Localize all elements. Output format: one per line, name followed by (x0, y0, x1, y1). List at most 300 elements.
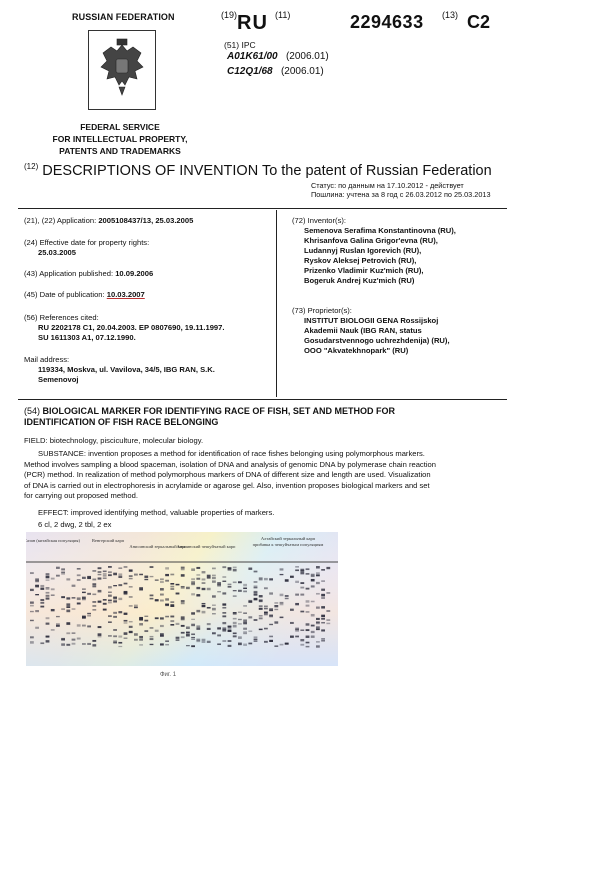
gel-band (181, 603, 185, 605)
gel-band (233, 595, 237, 596)
gel-band (46, 579, 50, 580)
gel-band (129, 569, 133, 571)
application-field (24, 216, 274, 226)
gel-band (72, 608, 76, 610)
gel-band (103, 571, 107, 573)
gel-band (306, 646, 310, 648)
gel-band (181, 616, 185, 618)
gel-band (238, 636, 242, 639)
gel-band (77, 638, 81, 640)
gel-band (139, 644, 143, 645)
gel-band (321, 640, 325, 641)
gel-band (326, 623, 330, 624)
gel-band (306, 636, 310, 638)
gel-band (87, 625, 91, 627)
gel-band (46, 623, 50, 625)
gel-band (254, 619, 258, 621)
gel-band (92, 609, 96, 610)
gel-band (196, 595, 200, 596)
gel-band (170, 604, 174, 607)
gel-band (160, 594, 164, 596)
gel-band (238, 643, 242, 646)
gel-band (150, 627, 154, 629)
gel-band (274, 605, 278, 606)
inventor-name: Prizenko Vladimir Kuz'mich (RU), (304, 266, 424, 275)
gel-band (191, 578, 195, 580)
gel-band (295, 566, 299, 567)
gel-band (108, 601, 112, 603)
gel-band (129, 621, 133, 622)
gel-band (202, 611, 206, 614)
gel-band (264, 578, 268, 580)
column-divider (276, 210, 277, 397)
gel-band (196, 625, 200, 627)
gel-band (228, 569, 232, 571)
gel-band (46, 595, 50, 597)
gel-band (144, 616, 148, 617)
mail-address-line: 119334, Moskva, ul. Vavilova, 34/5, IBG RAN, S.K. (38, 365, 215, 374)
gel-band (207, 588, 211, 590)
gel-band (280, 574, 284, 575)
gel-band (202, 578, 206, 580)
gel-band (160, 581, 164, 583)
gel-band (129, 596, 133, 597)
inventors-label: (72) Inventor(s): (292, 216, 347, 225)
gel-band (165, 644, 169, 645)
gel-band (207, 628, 211, 630)
gel-band (269, 578, 273, 580)
gel-band (165, 604, 169, 606)
gel-band (238, 590, 242, 592)
gel-band (243, 612, 247, 613)
gel-band (202, 603, 206, 604)
proprietor-line: OOO "Akvatekhnopark" (RU) (304, 346, 409, 355)
gel-band (228, 645, 232, 647)
gel-band (280, 602, 284, 604)
gel-band (233, 632, 237, 634)
gel-band (181, 568, 185, 570)
effective-date-label: (24) Effective date for property rights: (24, 238, 150, 247)
gel-band (280, 644, 284, 646)
gel-band (87, 577, 91, 579)
gel-band (139, 587, 143, 588)
status-line: Статус: по данным на 17.10.2012 - действует (311, 181, 464, 190)
gel-band (243, 605, 247, 607)
ipc-entry (227, 66, 324, 77)
gel-band (160, 635, 164, 637)
gel-band (103, 609, 107, 611)
gel-band (87, 643, 91, 645)
gel-band (254, 639, 258, 641)
gel-band (118, 573, 122, 575)
gel-band (170, 616, 174, 617)
gel-band (316, 606, 320, 608)
gel-band (66, 632, 70, 634)
gel-band (181, 625, 185, 627)
gel-band (144, 630, 148, 632)
gel-band (134, 633, 138, 636)
gel-band (326, 592, 330, 594)
gel-band (217, 643, 221, 645)
references-field (24, 313, 274, 343)
document-title-text: DESCRIPTIONS OF INVENTION To the patent of Russian Federation (42, 162, 492, 179)
gel-band (191, 645, 195, 647)
agency-line: FEDERAL SERVICE (80, 122, 160, 132)
gel-band (248, 568, 252, 570)
gel-band (124, 593, 128, 595)
gel-band (108, 586, 112, 588)
gel-band (134, 605, 138, 606)
gel-band (108, 566, 112, 568)
gel-band (103, 573, 107, 575)
gel-band (202, 582, 206, 583)
gel-band (285, 643, 289, 645)
gel-band (207, 575, 211, 577)
gel-band (46, 576, 50, 578)
gel-band (248, 631, 252, 632)
gel-band (144, 579, 148, 580)
gel-band (259, 599, 263, 600)
gel-band (274, 609, 278, 610)
gel-band (222, 603, 226, 605)
gel-band (274, 646, 278, 647)
gel-band (56, 623, 60, 625)
gel-lane-label: Анисинский зеркальный карп (129, 544, 187, 549)
gel-band (144, 576, 148, 578)
proprietor-line: Gosudarstvennogo uchrezhdenija) (RU), (304, 336, 450, 345)
gel-band (316, 641, 320, 642)
gel-band (155, 630, 159, 632)
gel-band (66, 606, 70, 608)
gel-band (222, 592, 226, 594)
gel-lane-label: Сазан (китайская популяция) (26, 538, 80, 543)
gel-band (124, 583, 128, 585)
gel-lane-label: Венгерский карп (91, 538, 125, 543)
gel-band (259, 615, 263, 616)
inventors-field (292, 216, 507, 286)
gel-band (92, 570, 96, 572)
gel-band (103, 603, 107, 605)
gel-band (129, 631, 133, 633)
gel-band (82, 597, 86, 600)
gel-band (212, 577, 216, 579)
gel-band (129, 578, 133, 579)
gel-band (217, 591, 221, 592)
substance-paragraph (24, 449, 500, 502)
gel-band (233, 582, 237, 584)
gel-lane-label: Алтайский зеркальный карп (260, 536, 316, 541)
gel-band (212, 575, 216, 576)
gel-band (212, 595, 216, 597)
gel-band (233, 622, 237, 624)
inid-code-13: (13) (442, 10, 459, 20)
gel-band (165, 641, 169, 642)
gel-band (259, 577, 263, 578)
gel-band (40, 602, 44, 604)
gel-band (316, 574, 320, 576)
gel-band (40, 588, 44, 590)
gel-band (316, 622, 320, 624)
gel-band (311, 635, 315, 637)
gel-band (233, 567, 237, 568)
gel-band (35, 594, 39, 595)
gel-band (285, 595, 289, 597)
ipc-code: A01K61/00 (227, 51, 278, 62)
gel-band (321, 638, 325, 639)
gel-band (212, 568, 216, 570)
gel-band (30, 605, 34, 606)
gel-band (77, 579, 81, 581)
gel-band (264, 587, 268, 589)
gel-band (186, 634, 190, 636)
gel-band (217, 634, 221, 636)
gel-band (306, 623, 310, 625)
gel-band (87, 593, 91, 595)
gel-band (92, 585, 96, 587)
inventor-name: Semenova Serafima Konstantinovna (RU), (304, 226, 456, 235)
gel-band (155, 617, 159, 619)
gel-band (103, 575, 107, 577)
gel-band (56, 616, 60, 617)
gel-band (66, 624, 70, 625)
gel-band (51, 629, 55, 630)
gel-band (82, 588, 86, 590)
gel-band (212, 613, 216, 614)
field-paragraph: FIELD: biotechnology, pisciculture, molecular biology. (24, 436, 204, 445)
references-line: SU 1611303 A1, 07.12.1990. (38, 333, 136, 342)
gel-band (170, 601, 174, 602)
gel-band (222, 576, 226, 577)
gel-band (124, 566, 128, 568)
gel-band (46, 592, 50, 594)
gel-band (113, 616, 117, 618)
gel-band (264, 628, 268, 630)
proprietor-line: Akademii Nauk (IBG RAN, status (304, 326, 422, 335)
gel-band (46, 617, 50, 619)
gel-band (51, 594, 55, 596)
mail-address-line: Semenovoj (38, 375, 79, 384)
kind-code: C2 (467, 12, 491, 32)
ipc-version: (2006.01) (280, 66, 324, 77)
gel-band (191, 639, 195, 640)
gel-band (124, 620, 128, 622)
gel-band (30, 589, 34, 591)
published-value: 10.09.2006 (115, 269, 154, 278)
gel-band (61, 568, 65, 570)
gel-band (139, 574, 143, 575)
invention-title-line: IDENTIFICATION OF FISH RACE BELONGING (24, 417, 219, 427)
gel-band (113, 573, 117, 576)
inventor-name: Ludannyj Ruslan Igorevich (RU), (304, 246, 422, 255)
gel-band (92, 605, 96, 607)
gel-lane-label: Анисинский чешуйчатый карп (176, 544, 236, 549)
gel-band (176, 639, 180, 641)
gel-band (207, 641, 211, 643)
gel-band (290, 636, 294, 638)
gel-band (82, 643, 86, 645)
gel-band (124, 591, 128, 593)
effective-date-value: 25.03.2005 (38, 248, 77, 257)
country-name: RUSSIAN FEDERATION (72, 12, 175, 22)
gel-band (196, 567, 200, 569)
gel-band (233, 635, 237, 637)
references-label: (56) References cited: (24, 313, 99, 322)
gel-band (98, 601, 102, 603)
gel-band (280, 617, 284, 619)
gel-band (191, 633, 195, 635)
gel-band (321, 622, 325, 623)
gel-band (196, 574, 200, 575)
gel-band (61, 596, 65, 598)
gel-band (108, 615, 112, 617)
gel-band (300, 611, 304, 613)
ipc-entry (227, 51, 329, 62)
gel-band (181, 567, 185, 569)
gel-band (98, 574, 102, 575)
gel-band (254, 591, 258, 593)
gel-band (108, 621, 112, 622)
gel-band (40, 606, 44, 608)
gel-band (254, 636, 258, 638)
gel-band (264, 641, 268, 643)
proprietor-line: INSTITUT BIOLOGII GENA Rossijskoj (304, 316, 439, 325)
gel-band (72, 639, 76, 641)
gel-band (51, 588, 55, 590)
effect-paragraph: EFFECT: improved identifying method, valuable properties of markers. (38, 508, 275, 517)
gel-band (118, 598, 122, 600)
gel-band (170, 583, 174, 585)
gel-band (56, 575, 60, 577)
gel-electrophoresis-image (26, 532, 338, 666)
gel-band (160, 617, 164, 619)
gel-band (98, 577, 102, 579)
gel-band (170, 574, 174, 576)
gel-band (196, 578, 200, 580)
gel-band (82, 625, 86, 627)
gel-band (306, 629, 310, 631)
gel-band (181, 636, 185, 638)
publication-date-field (24, 290, 274, 300)
gel-band (222, 629, 226, 632)
gel-band (30, 636, 34, 638)
gel-band (150, 644, 154, 645)
gel-band (191, 619, 195, 620)
inventor-name: Ryskov Aleksej Petrovich (RU), (304, 256, 417, 265)
gel-band (92, 644, 96, 646)
gel-band (196, 610, 200, 612)
gel-band (254, 598, 258, 600)
gel-band (129, 626, 133, 628)
gel-band (129, 605, 133, 607)
gel-band (311, 574, 315, 576)
gel-band (264, 613, 268, 616)
gel-band (300, 630, 304, 631)
gel-band (191, 568, 195, 571)
gel-band (108, 592, 112, 593)
gel-band (233, 625, 237, 628)
gel-lane-label: прибавка к чешуйчатым популяциям (252, 542, 324, 547)
gel-band (92, 594, 96, 596)
gel-band (233, 569, 237, 572)
gel-band (191, 583, 195, 586)
gel-band (176, 593, 180, 595)
gel-band (202, 571, 206, 573)
gel-band (269, 592, 273, 594)
gel-band (290, 576, 294, 578)
gel-band (222, 622, 226, 624)
gel-band (222, 615, 226, 617)
gel-band (191, 624, 195, 626)
substance-line: for carrying out proposed method. (24, 491, 138, 501)
gel-band (311, 625, 315, 627)
application-value: 2005108437/13, 25.03.2005 (98, 216, 194, 225)
gel-band (77, 598, 81, 600)
gel-band (254, 586, 258, 588)
gel-band (316, 582, 320, 584)
gel-band (170, 620, 174, 622)
gel-band (87, 613, 91, 614)
gel-band (202, 605, 206, 607)
gel-band (129, 586, 133, 588)
gel-band (316, 618, 320, 620)
gel-band (217, 627, 221, 629)
gel-band (300, 582, 304, 584)
ipc-label: (51) IPC (224, 40, 256, 50)
gel-band (46, 640, 50, 642)
gel-band (274, 621, 278, 623)
gel-band (35, 627, 39, 629)
gel-band (92, 579, 96, 581)
status-line: Пошлина: учтена за 8 год с 26.03.2012 по 25.03.2013 (311, 190, 491, 199)
gel-band (77, 597, 81, 598)
gel-band (186, 632, 190, 634)
state-emblem-icon (88, 30, 156, 110)
gel-band (285, 579, 289, 582)
gel-band (228, 630, 232, 632)
gel-band (228, 628, 232, 630)
gel-band (316, 629, 320, 630)
gel-band (316, 593, 320, 595)
gel-band (269, 615, 273, 617)
invention-title (24, 406, 494, 428)
gel-band (40, 642, 44, 644)
gel-band (30, 611, 34, 612)
gel-band (254, 571, 258, 573)
gel-band (212, 608, 216, 611)
gel-band (228, 626, 232, 628)
gel-band (72, 597, 76, 598)
gel-band (233, 613, 237, 614)
gel-band (181, 587, 185, 589)
gel-band (87, 615, 91, 617)
mail-address-field (24, 355, 274, 385)
divider-top (18, 208, 507, 209)
gel-band (155, 579, 159, 580)
gel-band (191, 613, 195, 615)
status-stamp (311, 181, 491, 199)
gel-band (186, 587, 190, 589)
gel-band (150, 638, 154, 640)
gel-band (160, 599, 164, 601)
gel-band (118, 567, 122, 568)
gel-band (160, 578, 164, 579)
gel-band (222, 640, 226, 642)
gel-band (222, 612, 226, 613)
gel-band (269, 636, 273, 638)
gel-band (290, 609, 294, 611)
gel-band (196, 628, 200, 630)
publication-date-label: (45) Date of publication: (24, 290, 105, 299)
